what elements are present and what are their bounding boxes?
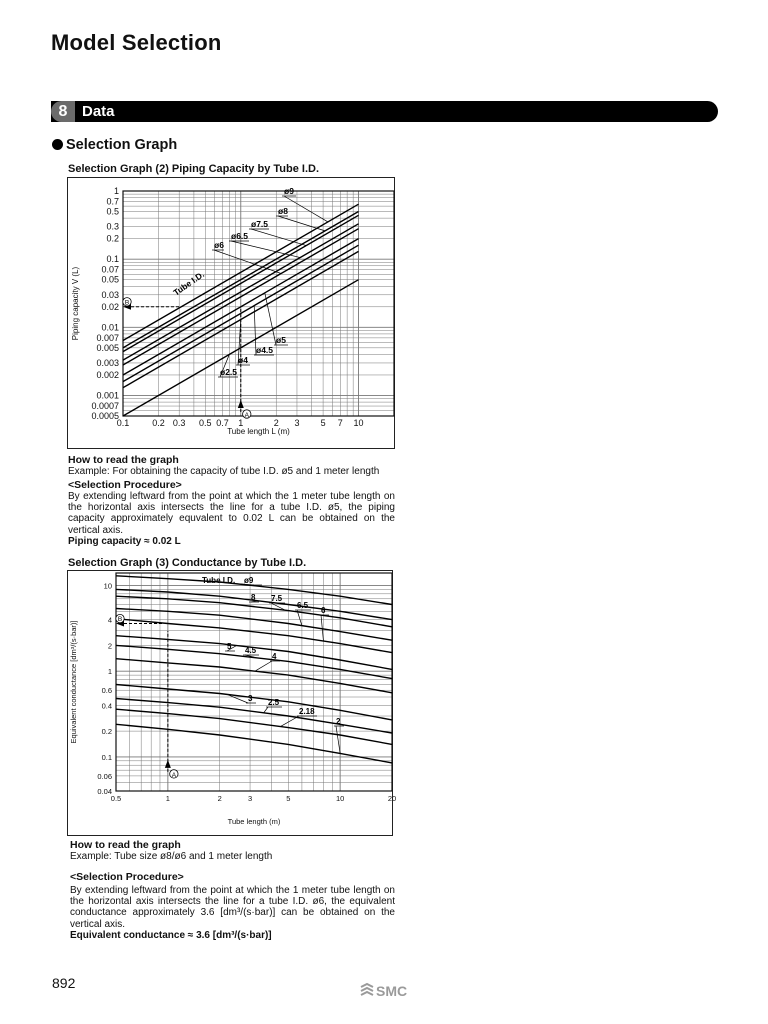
- y-tick-label: 0.3: [106, 221, 119, 232]
- annotation-arrow-a: [238, 400, 244, 408]
- y-tick-label: 0.07: [101, 264, 119, 275]
- series-label: 4: [272, 652, 277, 661]
- y-tick-label: 1: [107, 667, 112, 677]
- y-tick-label: 0.03: [101, 289, 119, 300]
- series-label: 4.5: [245, 646, 257, 655]
- graph3-instructions: [70, 840, 395, 941]
- series-label: ø8: [278, 206, 288, 216]
- annotation-label-b: B: [117, 616, 123, 624]
- graph3-frame: [67, 570, 397, 836]
- y-tick-label: 0.6: [101, 686, 112, 696]
- graph2-chart: [68, 178, 394, 448]
- series-label: ø7.5: [251, 219, 269, 229]
- x-tick-label: 7: [337, 418, 343, 428]
- section-heading: [52, 137, 177, 153]
- section-heading-text: Selection Graph: [66, 137, 178, 153]
- annotation-arrow-a: [165, 760, 171, 768]
- y-tick-label: 2: [107, 641, 112, 651]
- graph2-result: Piping capacity ≈ 0.02 L: [68, 536, 181, 548]
- x-tick-label: 5: [286, 794, 291, 803]
- x-tick-label: 0.3: [172, 418, 186, 428]
- graph3-proc-text: By extending leftward from the point at which the 1 meter tube length on the horizontal axis intersects the line for a tube I.D. ø6, the equivalent conductance approximately 3.6 [dm³/(s·bar)] can be obtained on the vertical axis.: [70, 884, 395, 930]
- x-tick-label: 5: [320, 418, 326, 428]
- y-tick-label: 0.005: [96, 342, 119, 353]
- x-tick-label: 0.2: [152, 418, 165, 428]
- x-tick-label: 3: [294, 418, 300, 428]
- series-label: 6: [321, 606, 326, 615]
- y-tick-label: 10: [103, 581, 112, 591]
- series-label: ø9: [284, 186, 294, 196]
- y-tick-label: 0.0007: [91, 401, 119, 412]
- x-tick-label: 2: [273, 418, 279, 428]
- graph2-title: Selection Graph (2) Piping Capacity by Tube I.D.: [68, 163, 320, 175]
- series-label: ø4: [238, 355, 248, 365]
- annotation-label-a: A: [244, 412, 249, 419]
- y-tick-label: 0.5: [106, 206, 119, 217]
- smc-logo-text: SMC: [376, 983, 408, 999]
- x-tick-label: 10: [335, 794, 345, 803]
- y-tick-label: 0.7: [106, 196, 119, 207]
- series-label: ø6.5: [231, 231, 249, 241]
- series-label: 8: [251, 593, 256, 602]
- annotation-label-a: A: [171, 771, 177, 779]
- graph3-title: Selection Graph (3) Conductance by Tube I.D.: [68, 557, 307, 569]
- y-tick-label: 0.4: [101, 701, 112, 711]
- graph2-instructions: [68, 455, 395, 547]
- page-title: Model Selection: [51, 30, 222, 55]
- section-bar: [51, 101, 718, 122]
- y-tick-label: 0.05: [101, 274, 119, 285]
- x-tick-label: 0.5: [110, 794, 122, 803]
- y-tick-label: 0.001: [96, 390, 119, 401]
- series-label: ø5: [276, 335, 286, 345]
- series-label: 2.5: [268, 698, 280, 707]
- y-tick-label: 0.003: [96, 357, 119, 368]
- smc-logo: [358, 982, 414, 1005]
- y-tick-label: 0.002: [96, 369, 119, 380]
- graph3-how-title: How to read the graph: [70, 839, 181, 851]
- series-label: 3: [248, 694, 253, 703]
- y-tick-label: 0.06: [97, 771, 112, 781]
- y-tick-label: 0.0005: [91, 411, 119, 421]
- series-label: 2.18: [299, 707, 315, 716]
- graph3-result: Equivalent conductance ≈ 3.6 [dm³/(s·bar)]: [70, 930, 272, 942]
- y-tick-label: 0.1: [106, 254, 119, 265]
- graph2-example: Example: For obtaining the capacity of tube I.D. ø5 and 1 meter length: [68, 466, 380, 478]
- series-label: ø4.5: [256, 345, 274, 355]
- series-leader: [336, 726, 340, 753]
- series-label: ø9: [244, 576, 254, 585]
- graph2-proc-title: <Selection Procedure>: [68, 478, 182, 491]
- x-tick-label: 10: [353, 418, 364, 428]
- y-tick-label: 0.02: [101, 301, 119, 312]
- graph3-example: Example: Tube size ø8/ø6 and 1 meter length: [70, 851, 273, 863]
- graph3-proc-title: <Selection Procedure>: [70, 870, 184, 883]
- series-leader: [255, 661, 272, 671]
- y-tick-label: 0.2: [101, 727, 112, 737]
- x-tick-label: 20: [387, 794, 397, 803]
- series-label: 5: [227, 642, 232, 651]
- y-axis-label: Equivalent conductance [dm³/(s·bar)]: [69, 620, 78, 744]
- series-label: ø6: [214, 240, 224, 250]
- x-tick-label: 3: [247, 794, 253, 803]
- y-tick-label: 4: [107, 615, 112, 625]
- series-leader: [264, 707, 268, 713]
- series-leader: [251, 229, 306, 246]
- series-label: 7.5: [271, 594, 283, 603]
- series-label: 6.5: [297, 601, 309, 610]
- graph2-frame: [67, 177, 395, 449]
- x-axis-label: Tube length L (m): [227, 427, 290, 436]
- x-tick-label: 1: [165, 794, 170, 803]
- x-tick-label: 1: [238, 418, 244, 428]
- plot-area: [116, 573, 392, 791]
- series-label: ø2.5: [220, 367, 238, 377]
- y-tick-label: 1: [113, 186, 119, 196]
- y-tick-label: 0.007: [96, 332, 119, 343]
- graph3-chart: [68, 571, 397, 835]
- annotation-label-b: B: [124, 299, 130, 307]
- graph2-how-title: How to read the graph: [68, 454, 179, 466]
- y-axis-label: Piping capacity V (L): [71, 266, 80, 341]
- y-tick-label: 0.1: [101, 752, 112, 762]
- section-number: 8: [51, 101, 75, 122]
- smc-logo-icon: [358, 982, 414, 1000]
- x-tick-label: 0.7: [216, 418, 229, 428]
- y-tick-label: 0.2: [106, 233, 119, 244]
- x-tick-label: 0.5: [199, 418, 212, 428]
- y-tick-label: 0.04: [97, 787, 112, 796]
- group-label-3: Tube I.D.: [202, 576, 236, 585]
- group-label: Tube I.D.: [171, 269, 207, 298]
- graph2-proc-text: By extending leftward from the point at which the 1 meter tube length on the horizontal axis intersects the line for a tube I.D. ø5, the piping capacity approximately equvalent to 0.02 L can be obtained on the vertical axis.: [68, 490, 395, 536]
- x-tick-label: 2: [217, 794, 222, 803]
- x-axis-label: Tube length (m): [227, 817, 281, 826]
- bullet-icon: [52, 139, 63, 150]
- y-tick-label: 0.01: [101, 322, 119, 333]
- series-leader: [280, 716, 299, 727]
- section-label: Data: [82, 103, 115, 120]
- page-number: 892: [52, 975, 76, 991]
- x-tick-label: 0.1: [116, 418, 130, 428]
- series-label: 2: [336, 717, 341, 726]
